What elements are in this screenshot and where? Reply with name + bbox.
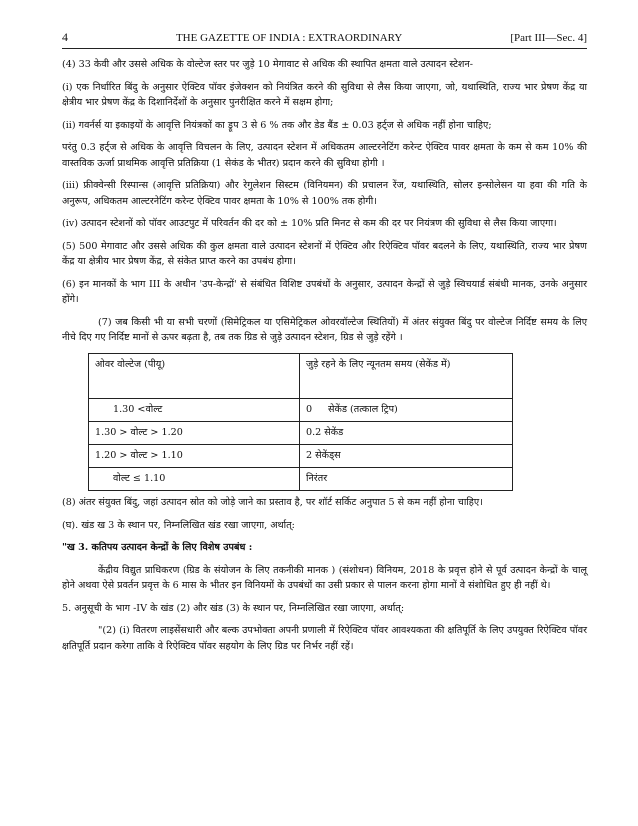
para-5: (5) 500 मेगावाट और उससे अधिक की कुल क्षमता वाले उत्पादन स्टेशनों में ऐक्टिव और रिऐक्टिव पॉवर बदलने के लिए, यथास्थिति, राज्य भार प्रेषण केंद्र या क्षेत्रीय भार प्रेषण केंद्र, से संकेत प्राप्त करने का उपबंध होगा।: [62, 240, 587, 268]
table-cell: 1.30 > वोल्ट > 1.20: [89, 421, 300, 444]
table-row: [89, 444, 513, 467]
table-cell-value: 0: [306, 403, 313, 415]
table-cell: निरंतर: [300, 467, 513, 490]
table-header-cell: जुड़े रहने के लिए न्यूनतम समय (सेकेंड में): [300, 353, 513, 398]
table-header-row: [89, 353, 513, 398]
para-8: (8) अंतर संयुक्त बिंदु, जहां उत्पादन स्रोत को जोड़े जाने का प्रस्ताव है, पर शॉर्ट सर्किट अनुपात 5 से कम नहीं होना चाहिए।: [62, 496, 483, 508]
table-cell: 1.20 > वोल्ट > 1.10: [89, 444, 300, 467]
para-4-iii: (iii) फ्रीक्वेन्सी रिस्पान्स (आवृत्ति प्रतिक्रिया) और रेगुलेशन सिस्टम (विनियमन) की प्रचालन रेंज, यथास्थिति, सोलर इन्सोलेसन या हवा की गति के अनुरूप, अधिकतम आल्टरनेटिंग करेन्ट ऐक्टिव पावर क्षमता के 10% से 100% तक होगी।: [62, 180, 587, 207]
table-row: [89, 421, 513, 444]
para-4-iv: (iv) उत्पादन स्टेशनों को पॉवर आउटपुट में परिवर्तन की दर को ± 10% प्रति मिनट से कम की दर पर नियंत्रण की सुविधा से लैस किया जाएगा।: [62, 218, 557, 230]
table-cell: वोल्ट ≤ 1.10: [89, 467, 300, 490]
page-number: 4: [62, 30, 68, 44]
table-cell: 2 सेकेंड्स: [300, 444, 513, 467]
para-4-ii: (ii) गवर्नर्स या इकाइयों के आवृत्ति नियंत्रकों का ड्रूप 3 से 6 % तक और डेड बैंड ± 0.03 हर्ट्ज से अधिक नहीं होना चाहिए;: [62, 119, 492, 131]
para-7: (7) जब किसी भी या सभी चरणों (सिमेट्रिकल या एसिमेट्रिकल ओवरवॉल्टेज स्थितियों) में अंतर संयुक्त बिंदु पर वोल्टेज निर्दिष्ट समय के लिए नीचे दिए गए निर्दिष्ट मानों से ऊपर बढ़ता है, तब तक ग्रिड से जुड़े उत्पादन स्टेशन, ग्रिड से जुड़े रहेंगे ।: [62, 316, 587, 344]
para-6: (6) इन मानकों के भाग III के अधीन 'उप-केन्द्रों' से संबंधित विशिष्ट उपबंधों के अनुसार, उत्पादन केन्द्रों से जुड़े स्विचयार्ड संबंधी मानक, उनके अनुसार होंगे।: [62, 278, 587, 306]
para-2-i: "(2) (i) वितरण लाइसेंसधारी और बल्क उपभोक्ता अपनी प्रणाली में रिऐक्टिव पॉवर आवश्यकता की क्षतिपूर्ति के लिए उपयुक्त रिऐक्टिव पॉवर क्षतिपूर्ति प्रदान करेगा ताकि वे रिऐक्टिव पॉवर सहयोग के लिए ग्रिड पर निर्भर नहीं रहें।: [62, 625, 587, 652]
overvoltage-table: [88, 353, 513, 491]
table-cell: 1.30 <वोल्ट: [89, 398, 300, 421]
para-gha: (घ). खंड ख 3 के स्थान पर, निम्नलिखित खंड रखा जाएगा, अर्थात्:: [62, 519, 295, 531]
table-cell: 0.2 सेकेंड: [300, 421, 513, 444]
para-kha-3-body: केंद्रीय विद्युत प्राधिकरण (ग्रिड के संयोजन के लिए तकनीकी मानक ) (संशोधन) विनियम, 2018 के प्रवृत्त होने से पूर्व उत्पादन केन्द्रों के चालू होने अथवा ऐसे प्रवर्तन प्रवृत्त के 6 मास के भीतर इन विनियमों के उपबंधों का उसी प्रकार से पालन करना होगा मानों वे संशोधित हुए ही नहीं थे।: [62, 564, 587, 592]
table-cell: [300, 398, 513, 421]
table-cell-note: सेकेंड (तत्काल ट्रिप): [328, 403, 398, 415]
gazette-page: [62, 30, 587, 661]
para-5-schedule: 5. अनुसूची के भाग -IV के खंड (2) और खंड (3) के स्थान पर, निम्नलिखित रखा जाएगा, अर्थात्:: [62, 602, 405, 614]
para-proviso: परंतु 0.3 हर्ट्ज से अधिक के आवृत्ति विचलन के लिए, उत्पादन स्टेशन में अधिकतम आल्टरनेटिंग करेन्ट ऐक्टिव पावर क्षमता के कम से कम 10% की वास्तविक ऊर्जा प्राथमिक आवृत्ति प्रतिक्रिया (1 सेकंड के भीतर) प्रदान करने की सुविधा होगी ।: [62, 142, 587, 169]
gazette-title: THE GAZETTE OF INDIA : EXTRAORDINARY: [175, 32, 403, 44]
para-kha-3-heading: "ख 3. कतिपय उत्पादन केन्द्रों के लिए विशेष उपबंध :: [62, 542, 253, 554]
table-row: [89, 398, 513, 421]
table-header-cell: ओवर वोल्टेज (पीयू): [89, 353, 300, 398]
table-row: [89, 467, 513, 490]
para-4-i: (i) एक निर्धारित बिंदु के अनुसार ऐक्टिव पॉवर इंजेक्शन को नियंत्रित करने की सुविधा से लैस किया जाएगा, जो, यथास्थिति, राज्य भार प्रेषण केंद्र या क्षेत्रीय भार प्रेषण केंद्र के दिशानिर्देशों के अनुसार पुनरीक्षित करने में सक्षम होगा;: [62, 81, 587, 109]
para-4: (4) 33 केवी और उससे अधिक के वोल्टेज स्तर पर जुड़े 10 मेगावाट से अधिक की स्थापित क्षमता वाले उत्पादन स्टेशन-: [62, 59, 474, 70]
page-header: [62, 30, 587, 49]
section-label: [Part III—Sec. 4]: [510, 32, 587, 44]
